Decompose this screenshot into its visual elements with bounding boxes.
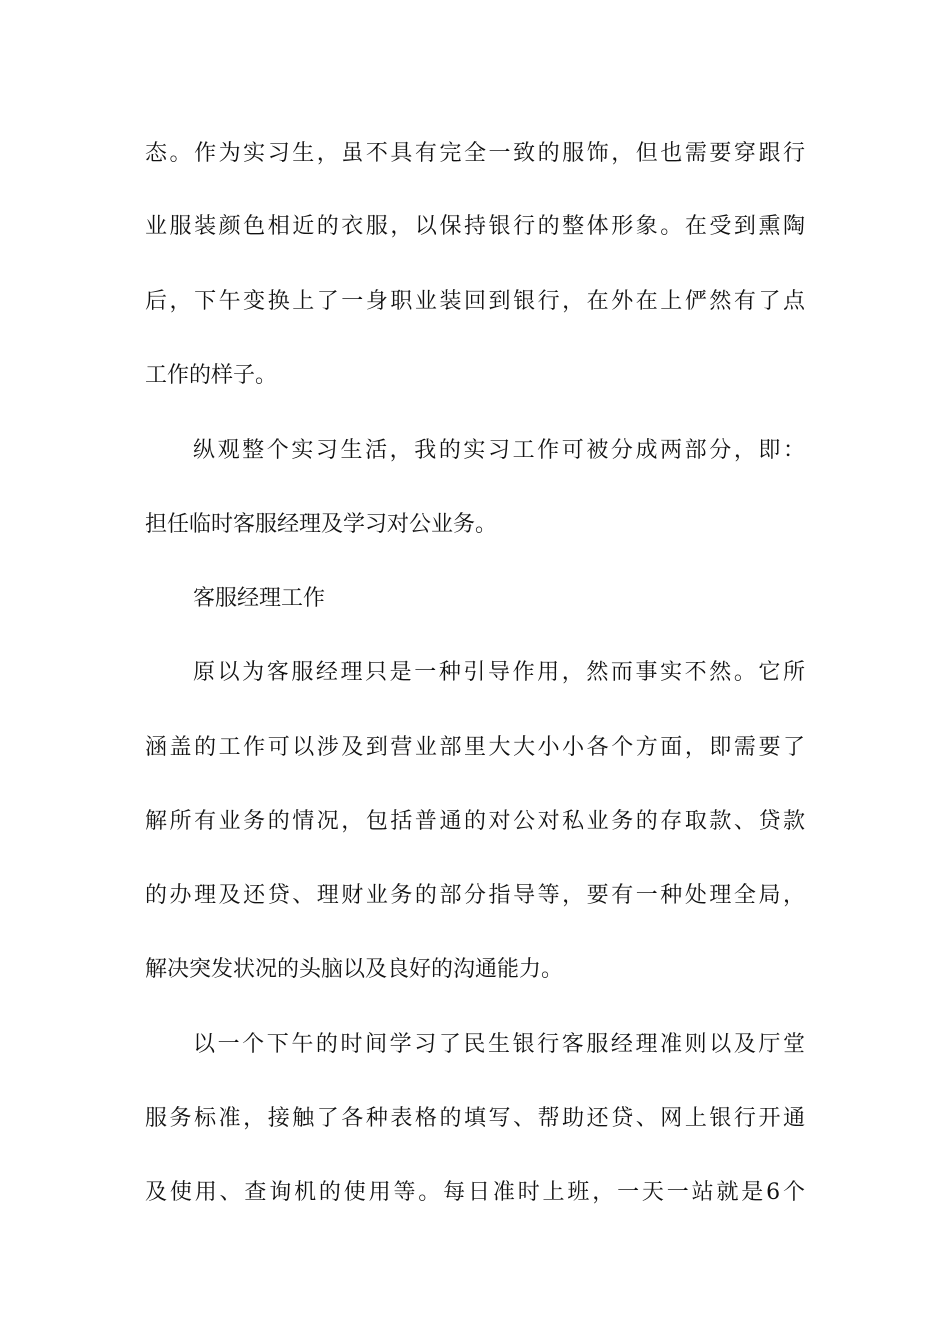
- text-line-15: 及使用、查询机的使用等。每日准时上班，一天一站就是6个: [145, 1180, 805, 1205]
- section-heading: 客服经理工作: [193, 586, 326, 611]
- paragraph-start-line: 纵观整个实习生活，我的实习工作可被分成两部分，即：: [193, 438, 805, 463]
- text-line-6: 担任临时客服经理及学习对公业务。: [145, 512, 498, 537]
- paragraph-start-line: 以一个下午的时间学习了民生银行客服经理准则以及厅堂: [193, 1032, 805, 1057]
- text-line-1: 态。作为实习生，虽不具有完全一致的服饰，但也需要穿跟行: [145, 141, 805, 166]
- text-line-3: 后，下午变换上了一身职业装回到银行，在外在上俨然有了点: [145, 289, 805, 314]
- text-line-14: 服务标准，接触了各种表格的填写、帮助还贷、网上银行开通: [145, 1106, 805, 1131]
- text-line-2: 业服装颜色相近的衣服，以保持银行的整体形象。在受到熏陶: [145, 214, 805, 239]
- text-line-12: 解决突发状况的头脑以及良好的沟通能力。: [145, 957, 564, 982]
- paragraph-start-line: 原以为客服经理只是一种引导作用，然而事实不然。它所: [193, 660, 805, 685]
- text-line-11: 的办理及还贷、理财业务的部分指导等，要有一种处理全局，: [145, 883, 805, 908]
- text-line-10: 解所有业务的情况，包括普通的对公对私业务的存取款、贷款: [145, 809, 805, 834]
- text-line-9: 涵盖的工作可以涉及到营业部里大大小小各个方面，即需要了: [145, 735, 805, 760]
- text-line-4: 工作的样子。: [145, 363, 278, 388]
